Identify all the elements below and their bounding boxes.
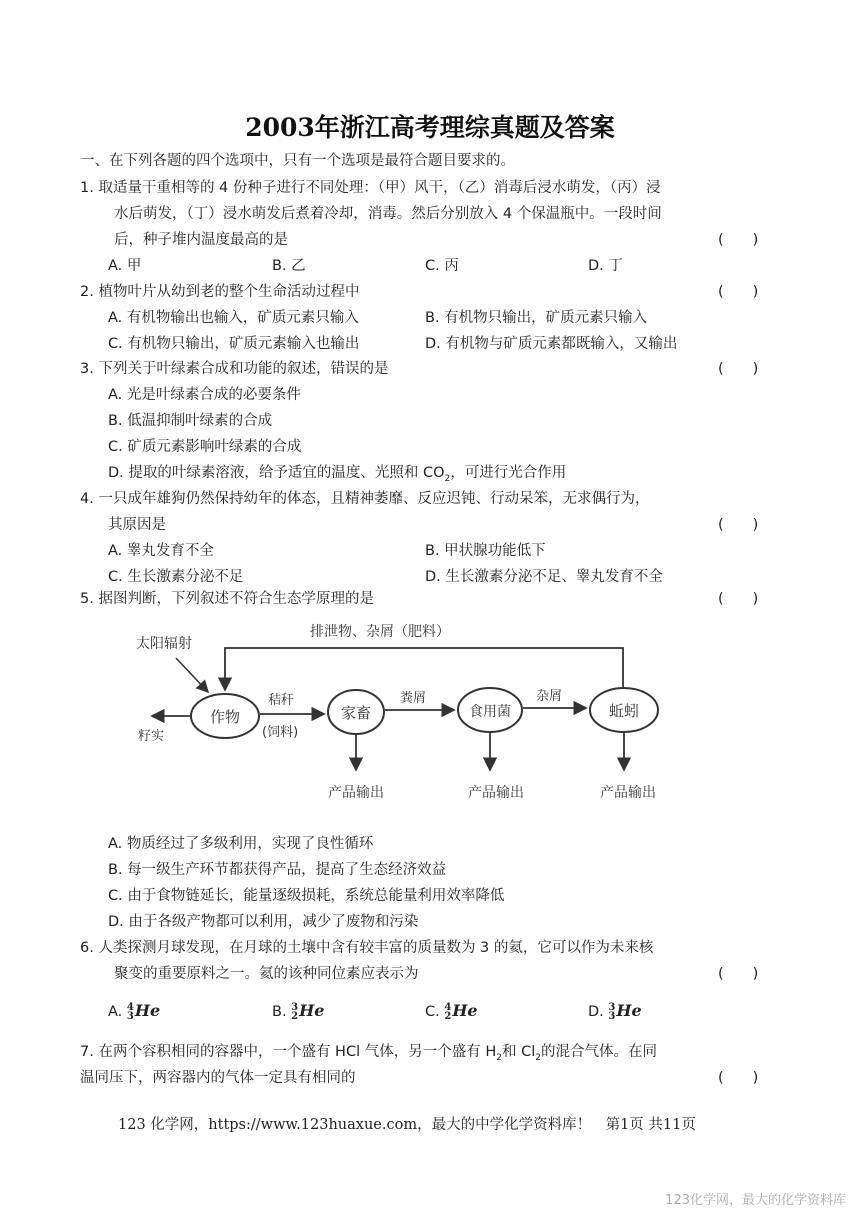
q3-option-d: D. 提取的叶绿素溶液，给予适宜的温度、光照和 $CO_2$，可进行光合作用 — [108, 465, 567, 484]
q4-option-d: D. 生长激素分泌不足、睾丸发育不全 — [425, 569, 663, 585]
q1-option-d: D. 丁 — [588, 258, 623, 274]
q5-option-d: D. 由于各级产物都可以利用，减少了废物和污染 — [108, 914, 419, 930]
q6-option-d: D. 3 3 He — [588, 1001, 642, 1022]
q6-stem-line1: 6. 人类探测月球发现，在月球的土壤中含有较丰富的质量数为 3 的氦，它可以作为未来核 — [80, 940, 654, 956]
q1-stem-line2: 水后萌发，（丁）浸水萌发后煮着冷却，消毒。然后分别放入 4 个保温瓶中。一段时间 — [114, 206, 662, 222]
sun-arrow — [176, 658, 208, 692]
q6-answer-blank: ( ) — [718, 966, 759, 982]
straw-label: 秸秆 — [268, 693, 295, 708]
seed-label: 籽实 — [138, 729, 165, 744]
sun-label: 太阳辐射 — [136, 636, 192, 652]
q2-answer-blank: ( ) — [718, 284, 759, 300]
crop-label: 作物 — [209, 708, 241, 726]
q1-stem-line1: 1. 取适量干重相等的 4 份种子进行不同处理：（甲）风干，（乙）消毒后浸水萌发，（丙）浸 — [80, 180, 661, 196]
q4-stem-line2: 其原因是 — [108, 517, 166, 533]
q5-stem: 5. 据图判断，下列叙述不符合生态学原理的是 — [80, 591, 374, 607]
q4-stem-line1: 4. 一只成年雄狗仍然保持幼年的体态，且精神萎靡、反应迟钝、行动呆笨，无求偶行为， — [80, 491, 650, 507]
q2-stem: 2. 植物叶片从幼到老的整个生命活动过程中 — [80, 284, 360, 300]
q3-option-b: B. 低温抑制叶绿素的合成 — [108, 413, 273, 429]
q1-option-b: B. 乙 — [272, 258, 306, 274]
q1-option-c: C. 丙 — [425, 258, 459, 274]
residue-label: 杂屑 — [536, 689, 563, 704]
feed-label: (饲料) — [262, 725, 299, 740]
q5-option-c: C. 由于食物链延长，能量逐级损耗，系统总能量利用效率降低 — [108, 888, 505, 904]
q3-option-a: A. 光是叶绿素合成的必要条件 — [108, 387, 301, 403]
q4-option-c: C. 生长激素分泌不足 — [108, 569, 244, 585]
q3-answer-blank: ( ) — [718, 361, 759, 377]
q2-option-c: C. 有机物只输出，矿质元素输入也输出 — [108, 336, 360, 352]
q7-stem-line1: 7. 在两个容积相同的容器中，一个盛有 HCl 气体，另一个盛有 $H_2$和 $Cl_2$的混合气体。在同 — [80, 1044, 657, 1063]
fungus-label: 食用菌 — [469, 704, 511, 720]
fungus-output-label: 产品输出 — [468, 785, 524, 801]
livestock-output-label: 产品输出 — [328, 785, 384, 801]
ecology-diagram — [128, 612, 688, 812]
q6-option-c: C. 4 2 He — [425, 1001, 478, 1022]
q4-option-b: B. 甲状腺功能低下 — [425, 543, 546, 559]
q6-option-a: A. 4 3 He — [108, 1001, 161, 1022]
q2-option-d: D. 有机物与矿质元素都既输入，又输出 — [425, 336, 678, 352]
manure-label: 粪屑 — [400, 691, 427, 706]
q5-option-b: B. 每一级生产环节都获得产品，提高了生态经济效益 — [108, 862, 447, 878]
q1-option-a: A. 甲 — [108, 258, 142, 274]
q1-stem-line3: 后，种子堆内温度最高的是 — [114, 232, 288, 248]
q5-option-a: A. 物质经过了多级利用，实现了良性循环 — [108, 836, 374, 852]
q2-option-a: A. 有机物输出也输入，矿质元素只输入 — [108, 310, 359, 326]
q7-stem-line2: 温同压下，两容器内的气体一定具有相同的 — [80, 1070, 356, 1086]
q1-answer-blank: ( ) — [718, 232, 759, 248]
q3-stem: 3. 下列关于叶绿素合成和功能的叙述，错误的是 — [80, 361, 389, 377]
q6-option-b: B. 3 2 He — [272, 1001, 325, 1022]
fertilizer-label: 排泄物、杂屑（肥料） — [310, 624, 450, 640]
q5-answer-blank: ( ) — [718, 591, 759, 607]
earthworm-output-label: 产品输出 — [600, 785, 656, 801]
page-footer: 123 化学网，https://www.123huaxue.com，最大的中学化学资料库！ 第1页 共11页 — [118, 1117, 696, 1133]
q6-stem-line2: 聚变的重要原料之一。氦的该种同位素应表示为 — [114, 966, 419, 982]
earthworm-label: 蚯蚓 — [608, 702, 640, 720]
q7-answer-blank: ( ) — [718, 1070, 759, 1086]
q4-option-a: A. 睾丸发育不全 — [108, 543, 214, 559]
page-title: 2003年浙江高考理综真题及答案 — [245, 113, 615, 142]
q3-option-c: C. 矿质元素影响叶绿素的合成 — [108, 439, 302, 455]
watermark: 123化学网，最大的化学资料库 — [665, 1193, 846, 1208]
q2-option-b: B. 有机物只输出，矿质元素只输入 — [425, 310, 648, 326]
livestock-label: 家畜 — [340, 704, 372, 722]
section-instruction: 一、在下列各题的四个选项中，只有一个选项是最符合题目要求的。 — [80, 153, 515, 169]
q4-answer-blank: ( ) — [718, 517, 759, 533]
